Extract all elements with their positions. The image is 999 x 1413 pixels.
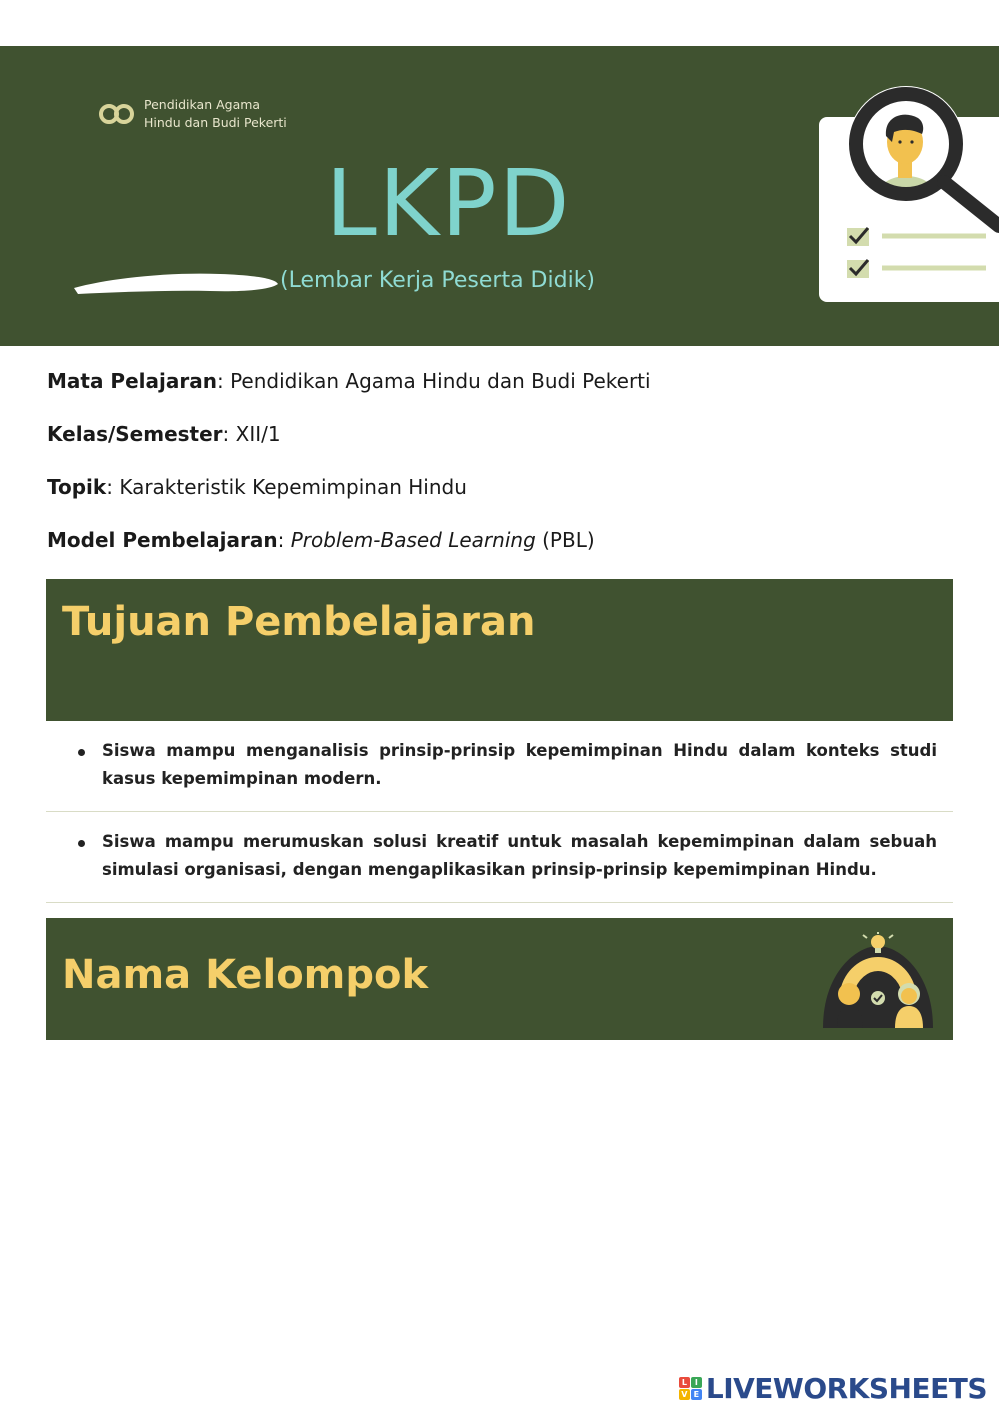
logo-line-2: Hindu dan Budi Pekerti (144, 115, 287, 130)
tujuan-section-header (46, 579, 953, 721)
infinity-logo-icon (98, 101, 136, 127)
logo-line-1: Pendidikan Agama (144, 97, 261, 112)
info-separator: : (106, 475, 120, 499)
liveworksheets-mark-icon (679, 1377, 702, 1400)
checklist-magnifier-illustration (814, 76, 999, 306)
info-label: Kelas/Semester (47, 422, 223, 446)
info-value: Karakteristik Kepemimpinan Hindu (119, 475, 467, 499)
tujuan-title: Tujuan Pembelajaran (62, 599, 536, 645)
info-separator: : (222, 422, 236, 446)
liveworksheets-brand: LIVEWORKSHEETS (705, 1372, 987, 1405)
liveworksheets-logo (679, 1372, 987, 1405)
mark-letter: E (691, 1389, 702, 1400)
logo-text (144, 96, 287, 132)
list-item: Siswa mampu menganalisis prinsip-prinsip kepemimpinan Hindu dalam konteks studi kasus kepemimpinan modern. (46, 721, 953, 812)
info-model-pembelajaran (47, 525, 952, 578)
page-subtitle: (Lembar Kerja Peserta Didik) (280, 268, 596, 293)
info-label: Topik (47, 475, 107, 499)
page-title: LKPD (325, 150, 572, 257)
info-value: XII/1 (235, 422, 281, 446)
tujuan-list (46, 721, 953, 903)
info-value: (PBL) (535, 528, 595, 552)
info-value: Pendidikan Agama Hindu dan Budi Pekerti (230, 369, 651, 393)
info-value-italic: Problem-Based Learning (290, 528, 536, 552)
info-separator: : (277, 528, 291, 552)
header-banner (0, 46, 999, 346)
mark-letter: L (679, 1377, 690, 1388)
list-item: Siswa mampu merumuskan solusi kreatif untuk masalah kepemimpinan dalam sebuah simulasi organisasi, dengan mengaplikasikan prinsip-prinsip kepemimpinan Hindu. (46, 812, 953, 903)
info-topik (47, 472, 952, 525)
info-separator: : (216, 369, 231, 393)
logo (98, 96, 287, 132)
info-label: Mata Pelajaran (47, 369, 217, 393)
kelompok-section-header (46, 918, 953, 1040)
lesson-info (47, 366, 952, 578)
info-label: Model Pembelajaran (47, 528, 278, 552)
mark-letter: I (691, 1377, 702, 1388)
mark-letter: V (679, 1389, 690, 1400)
info-kelas-semester (47, 419, 952, 472)
kelompok-title: Nama Kelompok (62, 952, 429, 998)
teamwork-idea-illustration (817, 932, 939, 1028)
white-brush-stroke (70, 260, 282, 300)
info-mata-pelajaran (47, 366, 952, 419)
